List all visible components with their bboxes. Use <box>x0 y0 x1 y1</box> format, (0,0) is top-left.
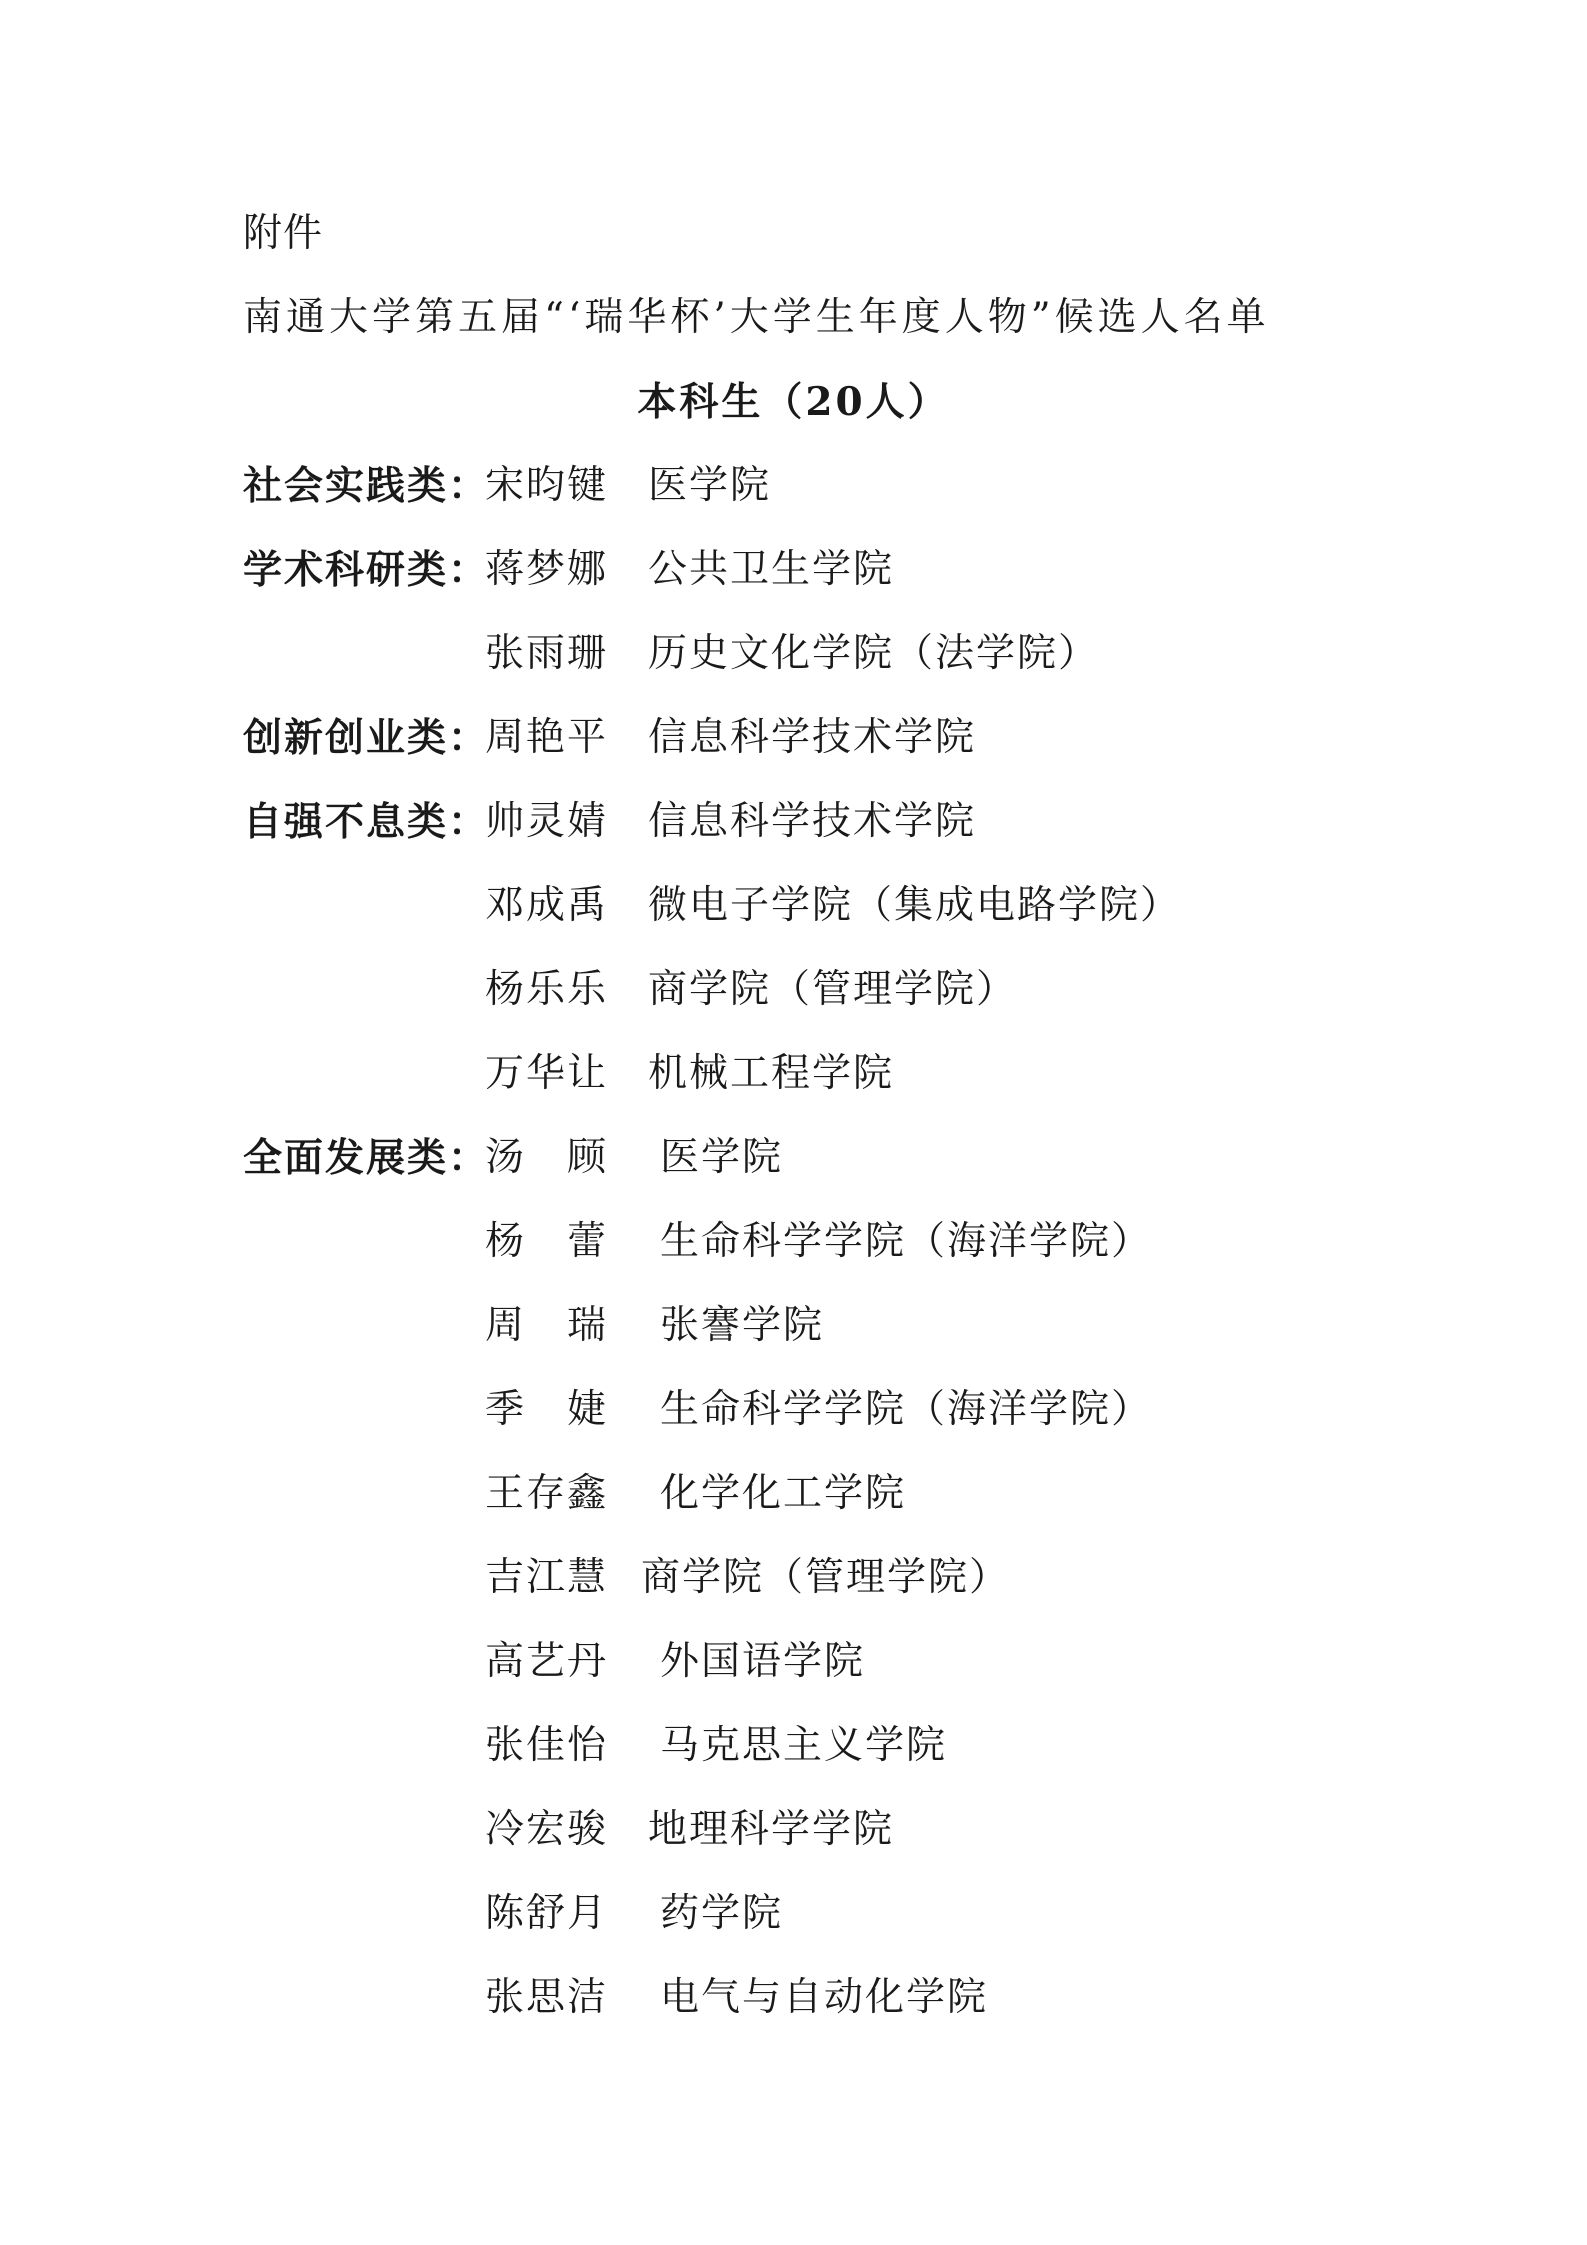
candidate-name: 季 婕 <box>485 1387 609 1432</box>
candidate-college: 张謇学院 <box>660 1303 825 1348</box>
candidate-name: 邓成禹 <box>485 883 609 928</box>
list-item <box>243 1046 1443 1130</box>
candidate-college: 商学院（管理学院） <box>641 1555 1011 1600</box>
list-item <box>243 878 1443 962</box>
list-item <box>243 1634 1443 1718</box>
candidate-list <box>243 458 1443 2054</box>
candidate-college: 公共卫生学院 <box>648 547 895 592</box>
section-title: 本科生（20人） <box>637 379 950 425</box>
list-item <box>243 1970 1443 2054</box>
candidate-college: 生命科学学院（海洋学院） <box>660 1219 1153 1264</box>
category-label: 创新创业类： <box>243 715 490 761</box>
candidate-name: 蒋梦娜 <box>485 547 609 592</box>
candidate-name: 吉江慧 <box>485 1555 609 1600</box>
candidate-name: 周 瑞 <box>485 1303 609 1348</box>
list-item <box>243 1802 1443 1886</box>
list-item <box>243 1382 1443 1466</box>
candidate-name: 张雨珊 <box>485 631 609 676</box>
list-item <box>243 1718 1443 1802</box>
candidate-college: 药学院 <box>660 1891 784 1936</box>
candidate-college: 历史文化学院（法学院） <box>648 631 1100 676</box>
candidate-college: 地理科学学院 <box>648 1807 895 1852</box>
candidate-college: 化学化工学院 <box>660 1471 907 1516</box>
candidate-college: 电气与自动化学院 <box>660 1975 989 2020</box>
candidate-name: 张思洁 <box>485 1975 609 2020</box>
candidate-name: 高艺丹 <box>485 1639 609 1684</box>
candidate-college: 商学院（管理学院） <box>648 967 1018 1012</box>
list-item <box>243 1298 1443 1382</box>
candidate-name: 冷宏骏 <box>485 1807 609 1852</box>
candidate-name: 汤 顾 <box>485 1135 609 1180</box>
list-item <box>243 1886 1443 1970</box>
list-item <box>243 1550 1443 1634</box>
candidate-college: 微电子学院（集成电路学院） <box>648 883 1182 928</box>
list-item <box>243 626 1443 710</box>
category-label: 全面发展类： <box>243 1135 490 1181</box>
candidate-college: 生命科学学院（海洋学院） <box>660 1387 1153 1432</box>
candidate-college: 信息科学技术学院 <box>648 715 977 760</box>
list-item <box>243 794 1443 878</box>
list-item <box>243 542 1443 626</box>
candidate-name: 张佳怡 <box>485 1723 609 1768</box>
candidate-name: 宋昀键 <box>485 463 609 508</box>
candidate-name: 杨乐乐 <box>485 967 609 1012</box>
category-label: 自强不息类： <box>243 799 490 845</box>
document-title: 南通大学第五届“‘瑞华杯’大学生年度人物”候选人名单 <box>243 295 1270 340</box>
list-item <box>243 710 1443 794</box>
list-item <box>243 1214 1443 1298</box>
candidate-name: 万华让 <box>485 1051 609 1096</box>
candidate-college: 医学院 <box>660 1135 784 1180</box>
attachment-label: 附件 <box>243 211 324 256</box>
category-label: 社会实践类： <box>243 463 490 509</box>
category-label: 学术科研类： <box>243 547 490 593</box>
candidate-college: 医学院 <box>648 463 772 508</box>
candidate-name: 周艳平 <box>485 715 609 760</box>
list-item <box>243 962 1443 1046</box>
candidate-name: 帅灵婧 <box>485 799 609 844</box>
candidate-college: 机械工程学院 <box>648 1051 895 1096</box>
candidate-college: 信息科学技术学院 <box>648 799 977 844</box>
candidate-name: 杨 蕾 <box>485 1219 609 1264</box>
candidate-college: 马克思主义学院 <box>660 1723 948 1768</box>
candidate-college: 外国语学院 <box>660 1639 866 1684</box>
candidate-name: 陈舒月 <box>485 1891 609 1936</box>
list-item <box>243 1466 1443 1550</box>
candidate-name: 王存鑫 <box>485 1471 609 1516</box>
list-item <box>243 1130 1443 1214</box>
list-item <box>243 458 1443 542</box>
